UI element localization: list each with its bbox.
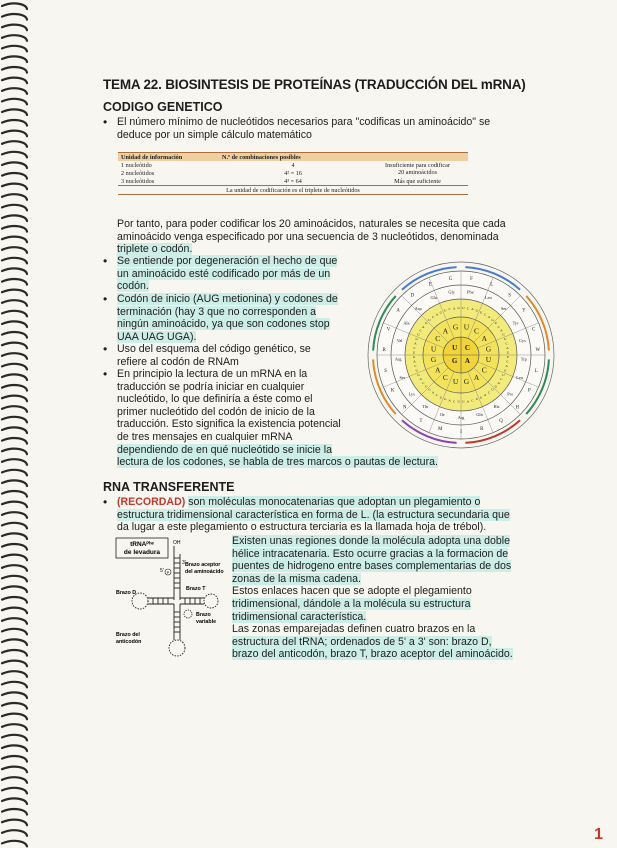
spiral-ring <box>2 343 27 349</box>
wheel-letter-code: N <box>402 405 407 411</box>
spiral-ring <box>2 692 27 698</box>
spiral-ring <box>2 491 27 497</box>
spiral-ring <box>2 99 27 105</box>
wheel-third-base: U <box>494 321 498 326</box>
wheel-third-base: C <box>471 398 474 403</box>
rna-explanation: Existen unas regiones donde la molécula adopta una doble hélice intracatenaria. Esto ocurre gracias a la formacion de puentes de hidrogeno entre bases complementarias de dos zonas de la misma cadena. Estos enlaces hacen que se adopte el plegamiento tridimensional, dándole a la molécula su estructura tridimensional característica. Las zonas emparejadas definen cuatro brazos en la estructura del tRNA; ordenados de 5' a 3' son: brazo D, brazo del anticodón, brazo T, brazo aceptor del aminoácido. <box>232 535 513 661</box>
spiral-ring <box>2 724 27 730</box>
wheel-second-base: U <box>463 322 470 332</box>
wheel-third-base: G <box>417 372 420 377</box>
wheel-letter-code: L <box>534 368 538 374</box>
wheel-center-base: G <box>451 356 458 365</box>
spiral-ring <box>2 311 27 317</box>
spiral-ring <box>2 290 27 296</box>
wheel-third-base: A <box>422 324 425 329</box>
wheel-third-base: A <box>414 341 417 346</box>
page-title: TEMA 22. BIOSINTESIS DE PROTEÍNAS (TRADUCCIÓN DEL mRNA) <box>103 77 526 92</box>
wheel-third-base: U <box>475 397 479 402</box>
wheel-third-base: A <box>435 312 439 317</box>
wheel-second-base: A <box>481 334 487 344</box>
wheel-amino-acid: Lys <box>408 391 415 397</box>
bullet: • <box>103 342 108 356</box>
wheel-third-base: A <box>487 315 491 320</box>
table-footer-row: La unidad de codificación es el triplete de nucleótidos <box>118 186 468 195</box>
bullet-uso-esquema: Uso del esquema del código genético, se refiere al codón de RNAm <box>117 343 311 368</box>
wheel-amino-acid: Asp <box>414 305 422 311</box>
wheel-third-base: G <box>479 395 483 400</box>
wheel-third-base: U <box>502 372 505 377</box>
spiral-ring <box>2 714 27 720</box>
spiral-ring <box>2 152 27 158</box>
wheel-amino-acid: Glu <box>430 295 437 301</box>
spiral-ring <box>2 258 27 264</box>
d-arm <box>132 593 174 609</box>
spiral-ring <box>2 745 27 751</box>
wheel-amino-acid: Ser <box>500 305 507 311</box>
wheel-letter-code: R <box>480 427 484 433</box>
wheel-amino-acid: Tyr <box>512 320 519 326</box>
spiral-ring <box>2 586 27 592</box>
svg-text:anticodón: anticodón <box>116 639 142 645</box>
wheel-letter-code: H <box>515 405 520 411</box>
wheel-third-base: U <box>443 308 447 313</box>
wheel-third-base: G <box>443 397 447 402</box>
wheel-second-base: U <box>430 344 437 354</box>
codigo-conclusion: Por tanto, para poder codificar los 20 aminoácidos, naturales se necesita que cada aminoácido venga especificado por una secuencia de 3 nucleótidos, denominada triplete o codón. <box>117 218 506 256</box>
variable-arm-label: Brazo <box>196 612 211 618</box>
codigo-intro: El número mínimo de nucleótidos necesarios para "codificas un aminoácido" se deduce por un simple cálculo matemático <box>117 116 491 141</box>
spiral-ring <box>2 438 27 444</box>
spiral-ring <box>2 226 27 232</box>
spiral-ring <box>2 88 27 94</box>
wheel-third-base: C <box>419 328 422 333</box>
wheel-second-base: C <box>442 372 448 382</box>
wheel-third-base: U <box>412 350 416 355</box>
spiral-ring <box>2 449 27 455</box>
wheel-third-base: C <box>414 364 417 369</box>
codon-table <box>118 152 468 195</box>
wheel-third-base: C <box>505 341 508 346</box>
table-row: 2 nucleótidos 4² = 16 <box>121 169 302 177</box>
wheel-amino-acid: Arg <box>394 356 402 362</box>
wheel-third-base: G <box>428 387 431 392</box>
wheel-third-base: G <box>475 308 479 313</box>
wheel-third-base: A <box>452 306 456 311</box>
wheel-amino-acid: Gly <box>448 289 455 295</box>
spiral-ring <box>2 14 27 20</box>
spiral-ring <box>2 639 27 645</box>
spiral-ring <box>2 215 27 221</box>
wheel-letter-code: G <box>448 276 453 282</box>
spiral-ring <box>2 809 27 815</box>
spiral-ring <box>2 396 27 402</box>
wheel-second-base: U <box>485 355 492 365</box>
wheel-third-base: C <box>484 312 487 317</box>
wheel-third-base: U <box>424 384 428 389</box>
spiral-ring <box>2 618 27 624</box>
anticodon-arm <box>169 604 185 656</box>
bullet: • <box>103 254 108 268</box>
wheel-third-base: G <box>504 368 507 373</box>
spiral-ring <box>2 608 27 614</box>
wheel-second-base: G <box>485 344 492 354</box>
wheel-third-base: U <box>417 332 420 337</box>
spiral-ring <box>2 576 27 582</box>
t-arm-label: Brazo T <box>186 586 206 592</box>
wheel-third-base: U <box>428 317 431 322</box>
wheel-third-base: A <box>505 364 508 369</box>
spiral-ring <box>2 735 27 741</box>
wheel-third-base: U <box>415 368 418 373</box>
spiral-ring <box>2 788 27 794</box>
spiral-ring <box>2 205 27 211</box>
spiral-ring <box>2 820 27 826</box>
wheel-amino-acid: Ala <box>403 320 410 326</box>
wheel-second-base: C <box>481 365 487 375</box>
wheel-third-base: U <box>491 387 494 392</box>
wheel-third-base: C <box>500 376 503 381</box>
section-heading-codigo: CODIGO GENETICO <box>103 100 223 114</box>
wheel-third-base: A <box>466 399 470 404</box>
wheel-third-base: U <box>506 355 510 360</box>
spiral-ring <box>2 353 27 359</box>
five-prime-label: 5' <box>160 568 164 574</box>
wheel-third-base: U <box>504 336 507 341</box>
wheel-third-base: C <box>422 380 425 385</box>
spiral-ring <box>2 67 27 73</box>
spiral-ring <box>2 237 27 243</box>
wheel-third-base: G <box>491 317 494 322</box>
oh-label: OH <box>173 540 181 546</box>
spiral-ring <box>2 767 27 773</box>
wheel-third-base: C <box>487 390 491 395</box>
spiral-ring <box>2 544 27 550</box>
wheel-center-base: A <box>464 356 470 365</box>
bullet-marcos-lectura: En principio la lectura de un mRNA en la traducción se podría iniciar en cualquier nucleótido, lo que definiría a éste como el primer nucleótido del codón de inicio de la traducción. Esto significa la existencia potencial de tres mensajes en cualquier mRNA dependiendo de en qué nucleótido se inicie la lectura de los codones, se habla de tres marcos o pautas de lectura. <box>117 368 438 469</box>
wheel-third-base: U <box>462 305 465 310</box>
wheel-letter-code: L <box>490 282 494 288</box>
wheel-letter-code: Y <box>522 308 526 314</box>
wheel-third-base: A <box>413 359 416 364</box>
spiral-ring <box>2 597 27 603</box>
wheel-amino-acid: Ile <box>440 412 445 418</box>
wheel-letter-code: S <box>508 293 511 299</box>
wheel-letter-code: F <box>470 276 473 282</box>
d-arm-label: Brazo D <box>116 590 137 596</box>
spiral-binding <box>0 0 30 848</box>
wheel-third-base: A <box>431 390 435 395</box>
wheel-second-base: G <box>463 377 470 387</box>
spiral-ring <box>2 661 27 667</box>
wheel-third-base: C <box>466 306 470 311</box>
wheel-letter-code: T <box>419 418 423 424</box>
wheel-amino-acid: Gln <box>476 412 483 418</box>
spiral-ring <box>2 374 27 380</box>
table-header-comb: N.º de combinaciones posibles <box>219 153 367 161</box>
wheel-third-base: G <box>494 384 498 389</box>
svg-text:del aminoácido: del aminoácido <box>185 569 224 575</box>
table-row: 1 nucleótido 4 Insuficiente para codificar 20 aminoácidos <box>121 161 450 176</box>
wheel-third-base: A <box>448 398 451 403</box>
spiral-ring <box>2 427 27 433</box>
anticodon-arm-label: Brazo del <box>116 632 140 638</box>
wheel-third-base: A <box>506 345 509 350</box>
wheel-third-base: G <box>412 355 416 360</box>
wheel-third-base: C <box>506 359 509 364</box>
spiral-ring <box>2 480 27 486</box>
spiral-ring <box>2 830 27 836</box>
spiral-ring <box>2 3 27 9</box>
spiral-ring <box>2 120 27 126</box>
rna-intro: (RECORDAD) son moléculas monocatenarias que adoptan un plegamiento o estructura tridimensional característica en forma de L. (la estructura secundaria que da lugar a este plegamiento o estructura terciaria es la llamada hoja de trébol). <box>117 496 510 534</box>
spiral-ring <box>2 56 27 62</box>
wheel-center-base: U <box>452 344 458 353</box>
svg-text:variable: variable <box>196 619 217 625</box>
spiral-ring <box>2 35 27 41</box>
wheel-letter-code: S <box>384 368 387 374</box>
wheel-letter-code: E <box>428 282 432 288</box>
wheel-third-base: G <box>457 305 460 310</box>
three-prime-label: 3' <box>182 560 186 566</box>
wheel-third-base: U <box>439 395 443 400</box>
spiral-ring <box>2 268 27 274</box>
spiral-ring <box>2 629 27 635</box>
bullet-degeneracion: Se entiende por degeneración el hecho de que un aminoácido esté codificado por más de un codón. <box>117 255 338 293</box>
bullet: • <box>103 292 108 306</box>
section-heading-rna: RNA TRANSFERENTE <box>103 480 235 494</box>
wheel-letter-code: I <box>460 430 462 436</box>
wheel-third-base: G <box>462 399 465 404</box>
wheel-letter-code: D <box>410 293 415 299</box>
wheel-letter-code: W <box>535 347 541 353</box>
spiral-ring <box>2 385 27 391</box>
spiral-ring <box>2 682 27 688</box>
wheel-letter-code: Q <box>499 418 503 424</box>
wheel-second-base: A <box>442 326 449 336</box>
wheel-third-base: C <box>448 307 451 312</box>
t-arm <box>180 594 218 608</box>
spiral-ring <box>2 798 27 804</box>
spiral-ring <box>2 502 27 508</box>
spiral-ring <box>2 459 27 465</box>
table-header-unit: Unidad de información <box>118 153 219 161</box>
wheel-third-base: A <box>419 376 422 381</box>
spiral-ring <box>2 565 27 571</box>
spiral-ring <box>2 173 27 179</box>
bullet: • <box>103 367 108 381</box>
bullet: • <box>103 115 108 129</box>
wheel-amino-acid: Leu <box>516 375 523 381</box>
wheel-second-base: C <box>474 326 480 336</box>
wheel-third-base: C <box>413 345 416 350</box>
trna-name: tRNAᴾʰᵉ <box>130 541 154 548</box>
wheel-amino-acid: Cys <box>519 337 526 343</box>
spiral-ring <box>2 194 27 200</box>
wheel-third-base: A <box>483 393 487 398</box>
wheel-third-base: A <box>497 380 500 385</box>
wheel-third-base: C <box>435 393 438 398</box>
wheel-amino-acid: Thr <box>422 404 429 410</box>
wheel-third-base: G <box>502 332 505 337</box>
bullet: • <box>103 495 108 509</box>
wheel-third-base: U <box>457 399 460 404</box>
wheel-amino-acid: Val <box>396 337 403 343</box>
spiral-ring <box>2 279 27 285</box>
spiral-ring <box>2 671 27 677</box>
spiral-ring <box>2 523 27 529</box>
wheel-amino-acid: Leu <box>484 295 492 301</box>
spiral-ring <box>2 321 27 327</box>
wheel-second-base: A <box>435 365 441 375</box>
wheel-third-base: G <box>424 321 428 326</box>
wheel-second-base: G <box>430 355 437 365</box>
wheel-third-base: A <box>500 328 503 333</box>
spiral-ring <box>2 756 27 762</box>
spiral-ring <box>2 406 27 412</box>
wheel-amino-acid: Pro <box>507 391 514 397</box>
spiral-ring <box>2 247 27 253</box>
spiral-ring <box>2 78 27 84</box>
wheel-amino-acid: Ser <box>399 375 406 381</box>
wheel-letter-code: R <box>382 347 386 353</box>
spiral-ring <box>2 555 27 561</box>
wheel-second-base: G <box>452 322 459 332</box>
genetic-code-wheel <box>366 260 556 450</box>
spiral-ring <box>2 109 27 115</box>
variable-loop <box>184 610 192 618</box>
spiral-ring <box>2 25 27 31</box>
wheel-third-base: U <box>479 310 483 315</box>
wheel-third-base: C <box>431 315 435 320</box>
wheel-second-base: U <box>452 377 459 387</box>
spiral-ring <box>2 703 27 709</box>
wheel-second-base: C <box>435 334 441 344</box>
spiral-ring <box>2 131 27 137</box>
wheel-amino-acid: Phe <box>467 289 474 295</box>
wheel-third-base: G <box>506 350 510 355</box>
trna-source: de levadura <box>123 549 161 556</box>
spiral-ring <box>2 512 27 518</box>
spiral-ring <box>2 533 27 539</box>
wheel-letter-code: K <box>390 388 395 394</box>
wheel-amino-acid: Trp <box>520 356 527 362</box>
spiral-ring <box>2 470 27 476</box>
phosphate-label: P <box>166 570 170 575</box>
spiral-ring <box>2 364 27 370</box>
wheel-third-base: C <box>497 324 500 329</box>
table-row: 3 nucleótidos 4³ = 64 Más que suficiente <box>121 177 441 185</box>
spiral-ring <box>2 417 27 423</box>
spiral-ring <box>2 46 27 52</box>
wheel-third-base: G <box>415 336 418 341</box>
wheel-letter-code: A <box>396 308 400 314</box>
wheel-letter-code: P <box>528 388 531 394</box>
wheel-second-base: A <box>473 372 480 382</box>
wheel-amino-acid: Arg <box>457 414 465 420</box>
wheel-third-base: A <box>471 307 474 312</box>
spiral-ring <box>2 841 27 847</box>
spiral-ring <box>2 300 27 306</box>
spiral-ring <box>2 141 27 147</box>
spiral-ring <box>2 777 27 783</box>
trna-cloverleaf-diagram <box>112 536 230 664</box>
table-header-note <box>367 153 468 161</box>
wheel-letter-code: M <box>438 427 443 433</box>
wheel-third-base: C <box>452 399 456 404</box>
wheel-amino-acid: His <box>493 404 500 410</box>
wheel-center-base: C <box>464 344 470 353</box>
wheel-third-base: G <box>439 310 443 315</box>
spiral-ring <box>2 184 27 190</box>
spiral-ring <box>2 650 27 656</box>
page-number: 1 <box>594 826 603 843</box>
spiral-ring <box>2 332 27 338</box>
acceptor-arm-label: Brazo aceptor <box>185 562 221 568</box>
bullet-codones-inicio: Codón de inicio (AUG metionina) y codones de terminación (hay 3 que no corresponden a ningún aminoácido, ya que son codones stop UAA UAG UGA). <box>117 293 338 343</box>
spiral-ring <box>2 162 27 168</box>
wheel-letter-code: V <box>386 327 391 333</box>
acceptor-stem <box>174 546 180 600</box>
wheel-letter-code: C <box>531 327 536 333</box>
